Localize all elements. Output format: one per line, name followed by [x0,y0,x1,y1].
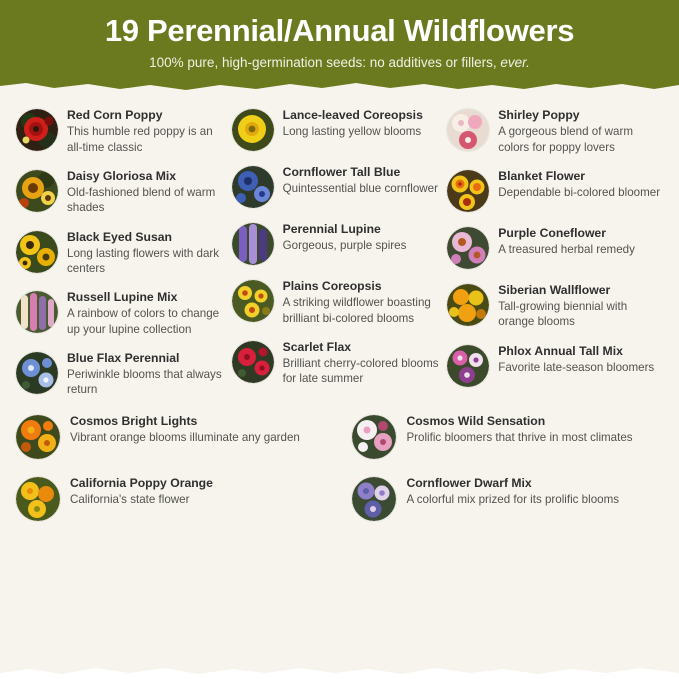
wide-rows [16,413,663,537]
list-item-desc: A gorgeous blend of warm colors for poppy lovers [498,125,633,154]
list-item [447,225,663,269]
list-item [232,164,442,208]
list-item [16,229,226,277]
list-item-desc: This humble red poppy is an all-time classic [67,125,213,154]
column-1 [16,107,232,410]
list-item [232,339,442,387]
list-item-name: Scarlet Flax [282,339,352,354]
list-item [16,413,352,459]
red-corn-poppy-thumbnail [16,109,58,151]
list-item [16,289,226,337]
list-item [232,278,442,326]
list-item-desc: A treasured herbal remedy [498,242,635,256]
column-3 [447,107,663,399]
list-item-name: Lance-leaved Coreopsis [282,108,423,123]
list-item-name: Shirley Poppy [498,108,580,123]
purple-coneflower-thumbnail [447,227,489,269]
list-item [352,413,663,459]
list-item-desc: Favorite late-season bloomers [498,360,655,374]
blue-flax-perennial-thumbnail [16,352,58,394]
list-item-desc: Quintessential blue cornflower [282,182,438,196]
list-item-desc: California's state flower [70,492,190,506]
california-poppy-orange-thumbnail [16,477,60,521]
list-item-name: Blue Flax Perennial [67,351,180,366]
list-item [232,107,442,151]
list-item-name: Plains Coreopsis [282,279,382,294]
list-item [447,107,663,155]
list-item-name: Red Corn Poppy [67,108,163,123]
subtitle-emphasis: ever. [500,55,530,71]
blanket-flower-thumbnail [447,170,489,212]
list-item-name: Cosmos Wild Sensation [406,413,546,428]
list-item [232,221,442,265]
list-item-name: Blanket Flower [498,168,585,183]
list-item [16,350,226,398]
cornflower-tall-blue-thumbnail [232,166,274,208]
list-item [447,168,663,212]
list-item-desc: A rainbow of colors to change up your lupine collection [67,307,220,336]
list-item-name: Cosmos Bright Lights [70,413,198,428]
plains-coreopsis-thumbnail [232,280,274,322]
perennial-lupine-thumbnail [232,223,274,265]
list-item-name: Siberian Wallflower [498,282,611,297]
list-item-name: Phlox Annual Tall Mix [498,343,623,358]
list-item-name: Cornflower Dwarf Mix [406,475,532,490]
phlox-annual-tall-mix-thumbnail [447,345,489,387]
list-item-desc: Brilliant cherry-colored blooms for late summer [282,356,439,386]
cosmos-wild-sensation-thumbnail [352,415,396,459]
list-item-name: Russell Lupine Mix [67,290,178,305]
list-item-desc: Long lasting flowers with dark centers [67,246,220,275]
list-item-desc: Gorgeous, purple spires [282,239,407,253]
list-item-name: Purple Coneflower [498,225,606,240]
list-item-desc: Vibrant orange blooms illuminate any garden [70,430,300,444]
list-item-desc: Tall-growing biennial with orange blooms [498,299,628,329]
list-item [16,168,226,216]
list-item-desc: Periwinkle blooms that always return [67,367,222,397]
siberian-wallflower-thumbnail [447,284,489,326]
daisy-gloriosa-mix-thumbnail [16,170,58,212]
cornflower-dwarf-mix-thumbnail [352,477,396,521]
list-item-desc: Old-fashioned blend of warm shades [67,185,216,215]
header-banner [0,0,679,93]
lance-leaved-coreopsis-thumbnail [232,109,274,151]
wide-row [16,413,663,475]
cosmos-bright-lights-thumbnail [16,415,60,459]
list-item [16,475,352,521]
torn-paper-edge-top [0,80,679,94]
list-item [16,107,226,155]
list-item-name: California Poppy Orange [70,475,213,490]
page-title: 19 Perennial/Annual Wildflowers [104,13,575,48]
list-item-name: Cornflower Tall Blue [282,165,401,180]
list-item-desc: Dependable bi-colored bloomer [498,185,661,199]
column-2 [232,107,448,399]
list-item-desc: A colorful mix prized for its prolific blooms [406,492,620,506]
scarlet-flax-thumbnail [232,341,274,383]
page-subtitle [20,55,659,71]
list-item [447,343,663,387]
wide-row [16,475,663,537]
three-column-grid [16,107,663,410]
subtitle-text: 100% pure, high-germination seeds: no additives or fillers, [149,55,501,71]
list-item-desc: Prolific bloomers that thrive in most climates [406,430,633,444]
list-item-name: Black Eyed Susan [67,229,172,244]
russell-lupine-mix-thumbnail [16,291,58,333]
list-item-desc: A striking wildflower boasting brilliant bi-colored blooms [282,296,431,325]
black-eyed-susan-thumbnail [16,231,58,273]
torn-paper-edge-bottom [0,661,679,679]
list-item [447,282,663,330]
list-item-name: Daisy Gloriosa Mix [67,168,177,183]
list-item-name: Perennial Lupine [282,222,381,237]
list-item [352,475,663,521]
list-item-desc: Long lasting yellow blooms [282,125,422,139]
flower-list [0,93,679,536]
shirley-poppy-thumbnail [447,109,489,151]
